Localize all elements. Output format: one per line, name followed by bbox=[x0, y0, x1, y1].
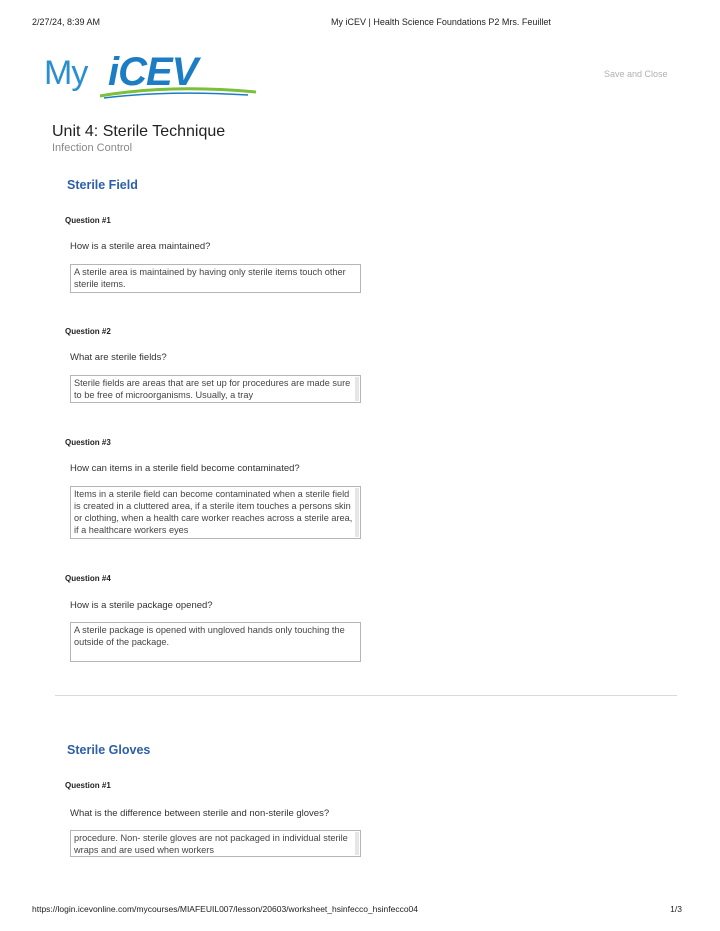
print-footer bbox=[32, 904, 682, 916]
question-label: Question #1 bbox=[65, 781, 111, 790]
question-text: How is a sterile package opened? bbox=[70, 600, 213, 611]
section-divider bbox=[55, 695, 677, 696]
save-and-close-button[interactable]: Save and Close bbox=[604, 69, 668, 79]
print-page-title: My iCEV | Health Science Foundations P2 Mrs. Feuillet bbox=[331, 17, 551, 27]
unit-title: Unit 4: Sterile Technique bbox=[52, 123, 226, 140]
question-text: What is the difference between sterile and non-sterile gloves? bbox=[70, 808, 330, 819]
question-label: Question #4 bbox=[65, 574, 111, 583]
answer-text: procedure. Non- sterile gloves are not packaged in individual sterile wraps and are used when workers bbox=[74, 833, 348, 855]
answer-scrollbar[interactable] bbox=[355, 488, 359, 537]
question-label: Question #2 bbox=[65, 327, 111, 336]
answer-text: A sterile area is maintained by having only sterile items touch other sterile items. bbox=[74, 267, 346, 289]
question-text: How is a sterile area maintained? bbox=[70, 241, 211, 252]
print-url: https://login.icevonline.com/mycourses/MIAFEUIL007/lesson/20603/worksheet_hsinfecco_hsinfecco04 bbox=[32, 904, 419, 914]
answer-text: A sterile package is opened with ungloved hands only touching the outside of the package. bbox=[74, 625, 345, 647]
question-label: Question #3 bbox=[65, 438, 111, 447]
question-label: Question #1 bbox=[65, 216, 111, 225]
answer-field[interactable] bbox=[70, 486, 361, 539]
section-title-sterile-gloves: Sterile Gloves bbox=[67, 743, 151, 757]
answer-scrollbar[interactable] bbox=[355, 832, 359, 855]
unit-subtitle: Infection Control bbox=[52, 142, 133, 154]
question-text: How can items in a sterile field become contaminated? bbox=[70, 463, 300, 474]
print-datetime: 2/27/24, 8:39 AM bbox=[32, 17, 101, 27]
logo-swoosh-icon bbox=[98, 86, 258, 100]
answer-field[interactable] bbox=[70, 830, 361, 857]
question-text: What are sterile fields? bbox=[70, 352, 167, 363]
answer-field[interactable] bbox=[70, 622, 361, 662]
answer-text: Sterile fields are areas that are set up for procedures are made sure to be free of microorganisms. Usually, a tray bbox=[74, 378, 351, 400]
logo-icev-text: iCEV bbox=[108, 50, 198, 94]
myicev-logo bbox=[44, 50, 224, 102]
print-header bbox=[32, 17, 682, 29]
answer-field[interactable] bbox=[70, 264, 361, 293]
section-title-sterile-field: Sterile Field bbox=[67, 178, 138, 192]
logo-my-text: My bbox=[44, 54, 88, 92]
answer-field[interactable] bbox=[70, 375, 361, 403]
answer-scrollbar[interactable] bbox=[355, 377, 359, 401]
answer-text: Items in a sterile field can become contaminated when a sterile field is created in a cluttered area, if a sterile item touches a persons skin or clothing, when a health care worker reaches across a sterile area, if a healthcare workers eyes bbox=[74, 489, 353, 535]
page-number: 1/3 bbox=[670, 904, 682, 914]
